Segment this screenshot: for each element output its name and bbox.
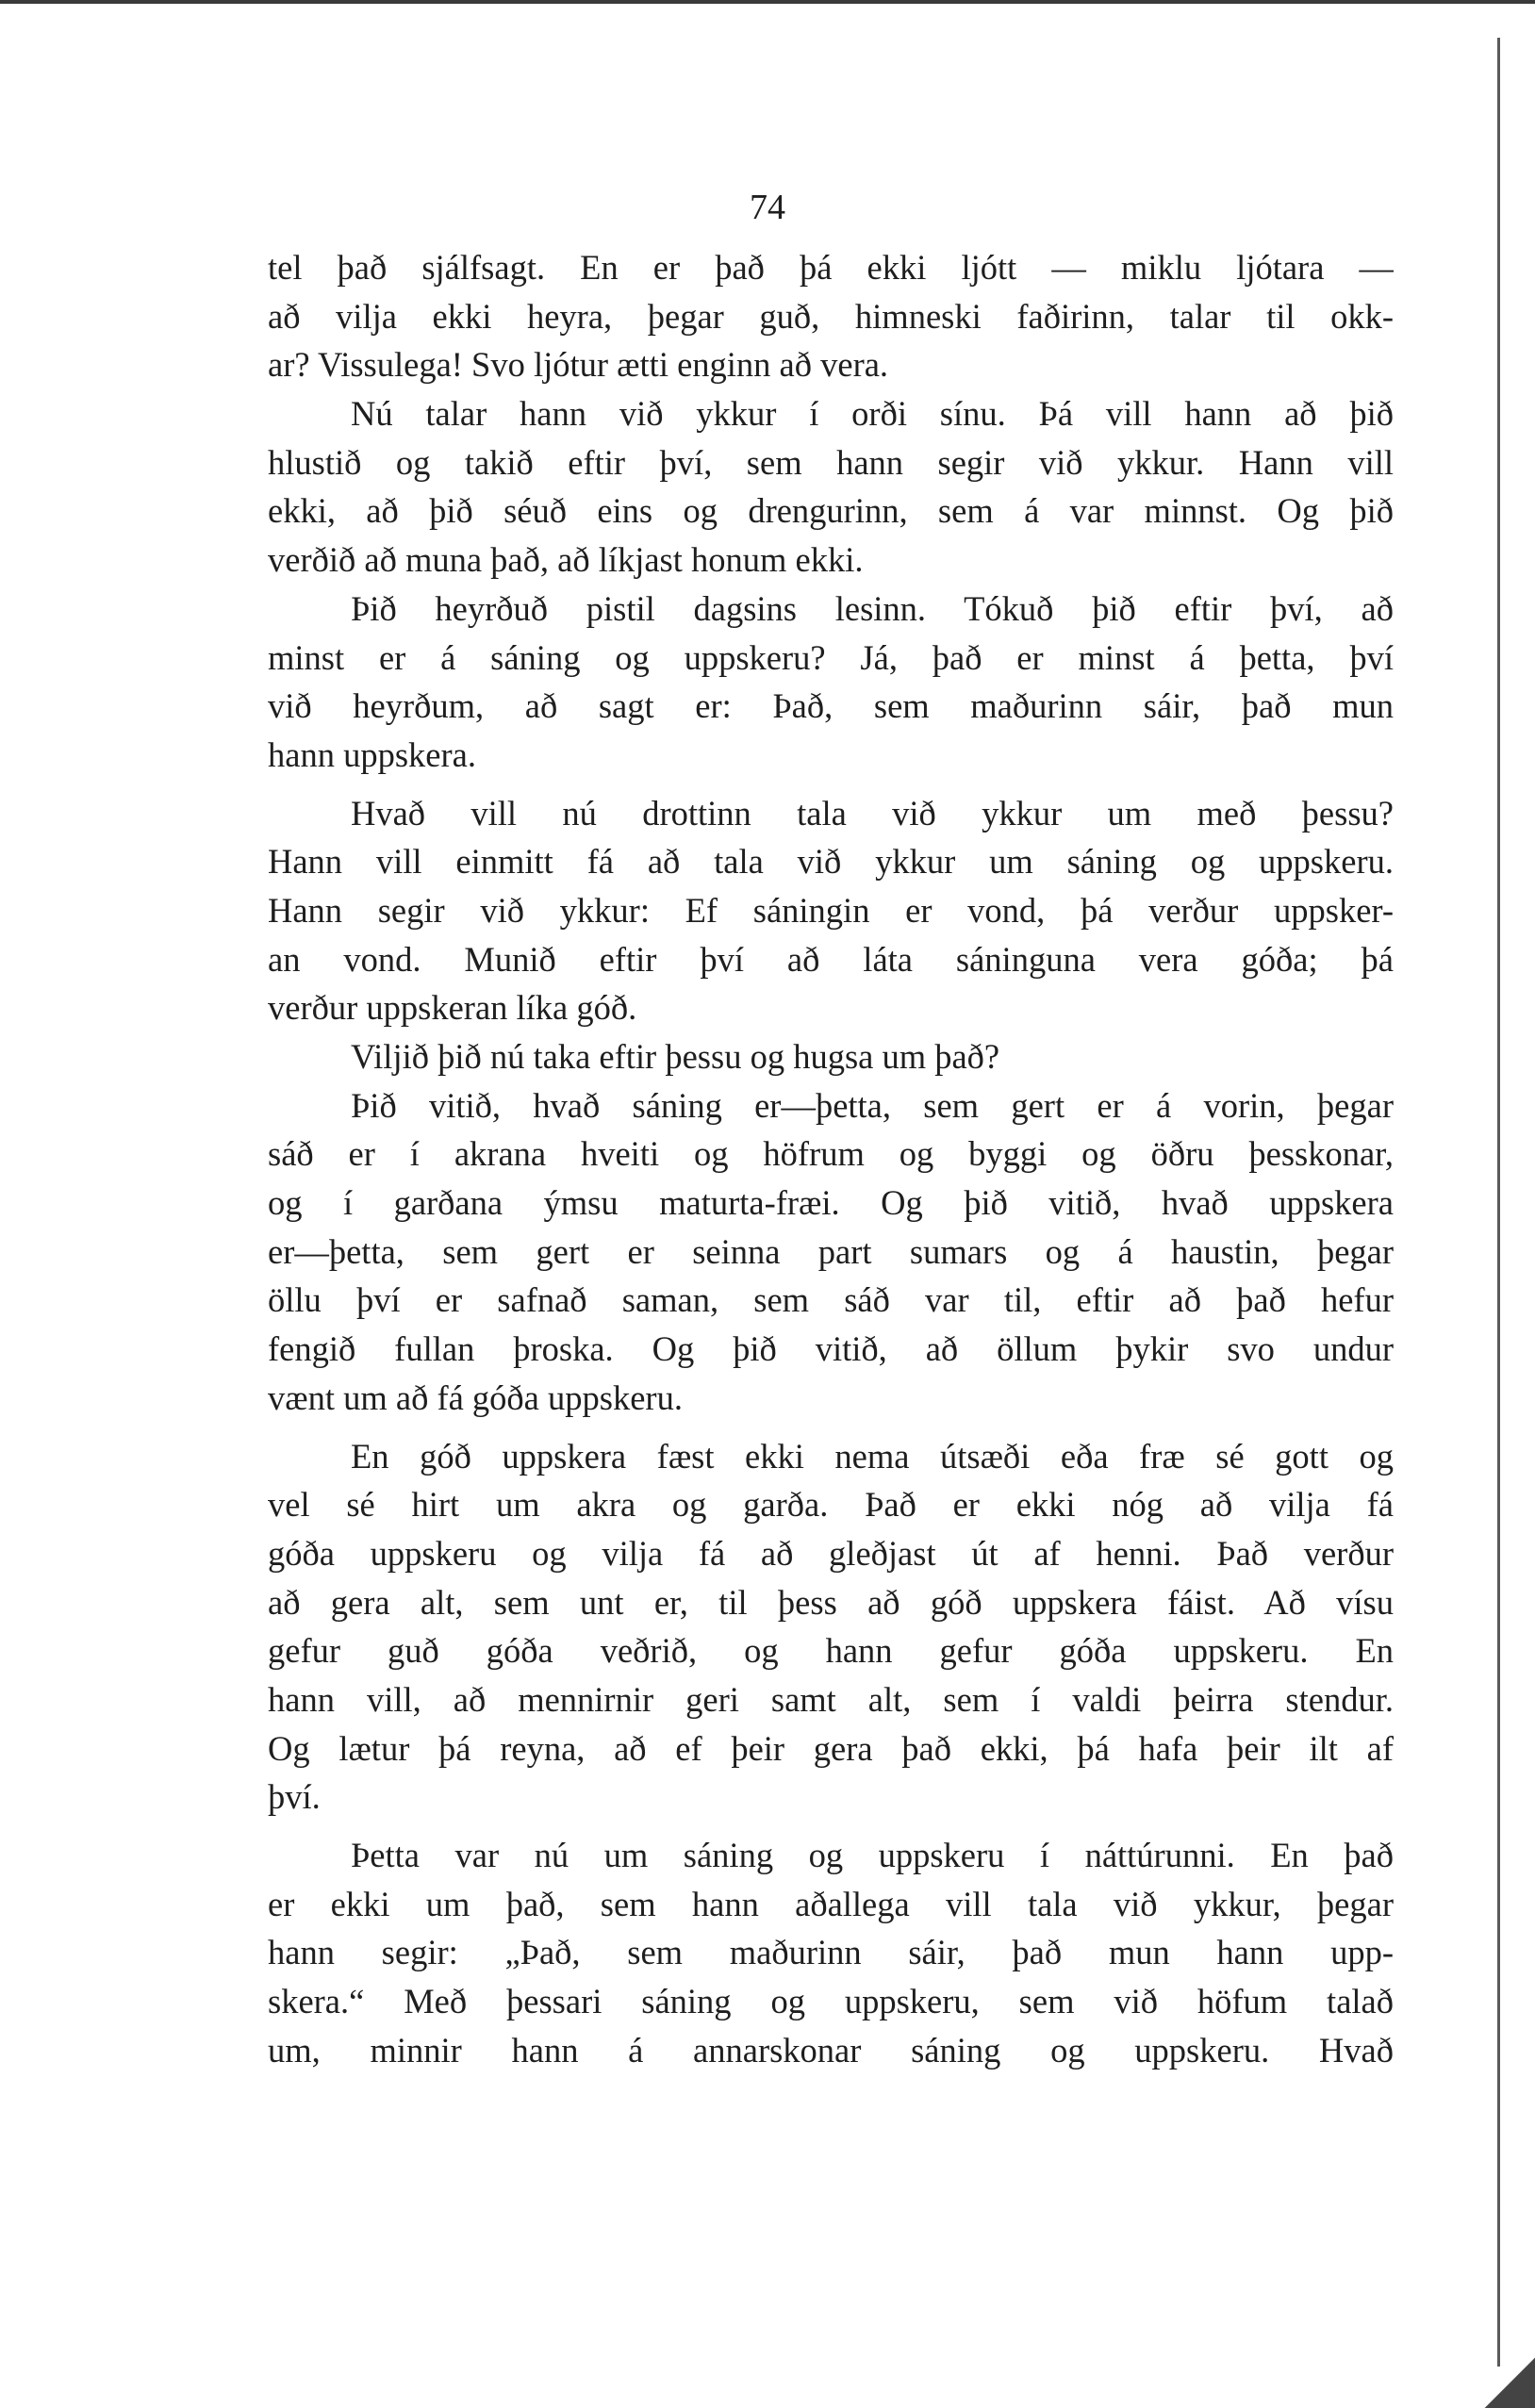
right-edge-rule — [1497, 38, 1500, 2367]
text-line: En góð uppskera fæst ekki nema útsæði eða fræ sé gott og — [351, 1436, 1394, 1476]
text-line: Hann vill einmitt fá að tala við ykkur um sáning og uppskeru. — [268, 842, 1394, 882]
text-line: Þetta var nú um sáning og uppskeru í náttúrunni. En það — [351, 1836, 1394, 1874]
page-number: 74 — [750, 188, 785, 227]
text-line: öllu því er safnað saman, sem sáð var til, eftir að það hefur — [268, 1280, 1394, 1320]
text-line: tel það sjálfsagt. En er það þá ekki ljótt — miklu ljótara — — [268, 248, 1394, 287]
text-line: fengið fullan þroska. Og þið vitið, að öllum þykir svo undur — [268, 1329, 1394, 1369]
text-line: og í garðana ýmsu maturta-fræi. Og þið vitið, hvað uppskera — [268, 1183, 1394, 1223]
text-line: hann segir: „Það, sem maðurinn sáir, það mun hann upp- — [268, 1933, 1394, 1972]
text-line: sáð er í akrana hveiti og höfrum og byggi og öðru þesskonar, — [268, 1134, 1394, 1174]
text-line: Nú talar hann við ykkur í orði sínu. Þá vill hann að þið — [351, 394, 1394, 434]
text-line: Hvað vill nú drottinn tala við ykkur um með þessu? — [351, 793, 1394, 833]
text-line: um, minnir hann á annarskonar sáning og uppskeru. Hvað — [268, 2030, 1394, 2070]
text-line: vænt um að fá góða uppskeru. — [268, 1377, 683, 1417]
text-line: Þið heyrðuð pistil dagsins lesinn. Tókuð þið eftir því, að — [351, 588, 1394, 628]
text-line: minst er á sáning og uppskeru? Já, það er minst á þetta, því — [268, 637, 1394, 677]
corner-scan-mark — [1478, 2351, 1535, 2408]
text-line: verður uppskeran líka góð. — [268, 988, 637, 1028]
text-line: hann vill, að mennirnir geri samt alt, sem í valdi þeirra stendur. — [268, 1679, 1394, 1719]
text-line: er—þetta, sem gert er seinna part sumars og á haustin, þegar — [268, 1231, 1394, 1271]
top-border-rule — [0, 0, 1535, 4]
text-line: að vilja ekki heyra, þegar guð, himneski faðirinn, talar til okk- — [268, 296, 1394, 336]
text-line: gefur guð góða veðrið, og hann gefur góða uppskeru. En — [268, 1631, 1394, 1671]
text-line: Hann segir við ykkur: Ef sáningin er vond, þá verður uppsker- — [268, 890, 1394, 930]
text-line: hann uppskera. — [268, 734, 476, 774]
body-text — [268, 243, 1394, 2074]
text-line: vel sé hirt um akra og garða. Það er ekki nóg að vilja fá — [268, 1485, 1394, 1525]
text-line: við heyrðum, að sagt er: Það, sem maðurinn sáir, það mun — [268, 686, 1394, 726]
text-line: verðið að muna það, að líkjast honum ekki. — [268, 540, 864, 580]
text-line: hlustið og takið eftir því, sem hann segir við ykkur. Hann vill — [268, 442, 1394, 482]
text-line: ekki, að þið séuð eins og drengurinn, sem á var minnst. Og þið — [268, 491, 1394, 531]
text-line: Þið vitið, hvað sáning er—þetta, sem gert er á vorin, þegar — [351, 1085, 1394, 1125]
text-line: skera.“ Með þessari sáning og uppskeru, sem við höfum talað — [268, 1982, 1394, 2021]
text-line: an vond. Munið eftir því að láta sáninguna vera góða; þá — [268, 939, 1394, 979]
text-line: ar? Vissulega! Svo ljótur ætti enginn að vera. — [268, 345, 889, 385]
text-line: góða uppskeru og vilja fá að gleðjast út af henni. Það verður — [268, 1533, 1394, 1573]
text-line: að gera alt, sem unt er, til þess að góð uppskera fáist. Að vísu — [268, 1582, 1394, 1622]
text-line: Viljið þið nú taka eftir þessu og hugsa um það? — [351, 1037, 1000, 1076]
text-line: er ekki um það, sem hann aðallega vill tala við ykkur, þegar — [268, 1884, 1394, 1923]
text-line: því. — [268, 1777, 321, 1817]
text-line: Og lætur þá reyna, að ef þeir gera það ekki, þá hafa þeir ilt af — [268, 1728, 1394, 1768]
